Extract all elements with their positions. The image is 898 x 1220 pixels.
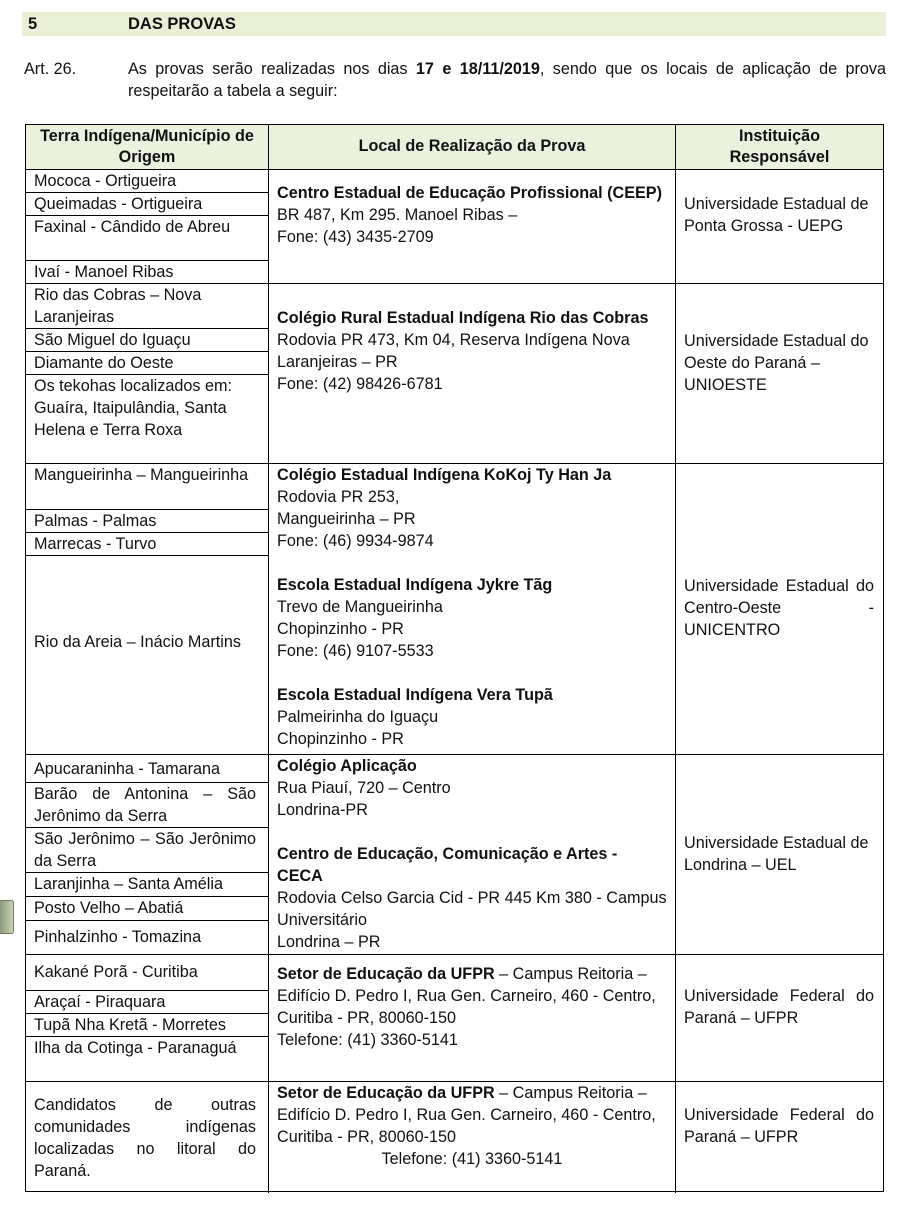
origin-cell: Mococa - Ortigueira [34, 172, 177, 190]
origin-cell: Laranjinha – Santa Amélia [34, 875, 223, 893]
header-institution: Instituição Responsável [729, 127, 830, 166]
location-line: Trevo de Mangueirinha [277, 598, 443, 616]
origin-cell: Kakané Porã - Curitiba [34, 963, 198, 981]
header-location: Local de Realização da Prova [358, 137, 586, 155]
origin-cell: Araçaí - Piraquara [34, 993, 166, 1011]
location-line: Londrina – PR [277, 933, 381, 951]
origin-cell: Mangueirinha – Mangueirinha [34, 466, 249, 484]
institution-cell: Universidade Estadual do Centro-Oeste - UNICENTRO [684, 577, 874, 639]
origin-cell: Rio da Areia – Inácio Martins [34, 633, 241, 651]
article-text [128, 58, 886, 102]
location-line: Chopinzinho - PR [277, 730, 404, 748]
location-address: – Campus Reitoria – Edifício D. Pedro I, Rua Gen. Carneiro, 460 - Centro, Curitiba - PR, 80060-150 [277, 1084, 656, 1146]
exam-locations-table [25, 124, 884, 1192]
location-address: – Campus Reitoria – Edifício D. Pedro I, Rua Gen. Carneiro, 460 - Centro, Curitiba - PR, 80060-150 [277, 965, 656, 1027]
location-cell [277, 1082, 667, 1170]
location-address: Rodovia PR 473, Km 04, Reserva Indígena Nova Laranjeiras – PR [277, 331, 630, 371]
location-line: Rua Piauí, 720 – Centro [277, 779, 451, 797]
location-line: Chopinzinho - PR [277, 620, 404, 638]
location-phone: Telefone: (41) 3360-5141 [277, 1031, 458, 1049]
location-name: Centro Estadual de Educação Profissional (CEEP) [277, 184, 662, 202]
location-line: Rodovia PR 253, [277, 488, 400, 506]
article-text-before: As provas serão realizadas nos dias [128, 60, 416, 78]
location-cell [277, 464, 667, 750]
origin-cell: Pinhalzinho - Tomazina [34, 928, 202, 946]
location-name: Setor de Educação da UFPR [277, 1084, 495, 1102]
origin-cell: São Miguel do Iguaçu [34, 331, 191, 349]
institution-cell: Universidade Federal do Paraná – UFPR [684, 1106, 874, 1146]
section-number: 5 [28, 15, 38, 33]
location-cell [277, 182, 667, 248]
institution-cell: Universidade Estadual de Ponta Grossa - UEPG [684, 195, 869, 235]
origin-cell: Ivaí - Manoel Ribas [34, 263, 174, 281]
location-phone: Fone: (42) 98426-6781 [277, 375, 443, 393]
origin-cell: Tupã Nha Kretã - Morretes [34, 1016, 226, 1034]
location-name: Escola Estadual Indígena Vera Tupã [277, 686, 553, 704]
origin-cell: Marrecas - Turvo [34, 535, 157, 553]
origin-cell: Ilha da Cotinga - Paranaguá [34, 1039, 237, 1057]
origin-cell: Rio das Cobras – Nova Laranjeiras [34, 286, 202, 326]
header-origin: Terra Indígena/Município de Origem [40, 127, 254, 166]
location-cell [277, 307, 667, 395]
location-phone: Fone: (46) 9934-9874 [277, 532, 434, 550]
location-line: Rodovia Celso Garcia Cid - PR 445 Km 380 - Campus Universitário [277, 889, 667, 929]
location-name: Setor de Educação da UFPR [277, 965, 495, 983]
origin-cell: Posto Velho – Abatiá [34, 899, 184, 917]
section-title: DAS PROVAS [128, 15, 236, 33]
location-name: Centro de Educação, Comunicação e Artes - CECA [277, 845, 618, 885]
location-phone: Fone: (46) 9107-5533 [277, 642, 434, 660]
origin-cell: Queimadas - Ortigueira [34, 195, 203, 213]
origin-cell: Barão de Antonina – São Jerônimo da Serra [34, 785, 256, 825]
origin-cell: Palmas - Palmas [34, 512, 157, 530]
location-phone: Telefone: (41) 3360-5141 [381, 1150, 563, 1168]
section-header [22, 12, 886, 36]
location-name: Colégio Estadual Indígena KoKoj Ty Han Ja [277, 466, 612, 484]
origin-cell: Os tekohas localizados em: Guaíra, Itaipulândia, Santa Helena e Terra Roxa [34, 377, 232, 439]
location-line: Mangueirinha – PR [277, 510, 416, 528]
location-phone: Fone: (43) 3435-2709 [277, 228, 434, 246]
institution-cell: Universidade Estadual do Oeste do Paraná – UNIOESTE [684, 332, 869, 394]
article-text-after: , sendo que os locais de aplicação de prova respeitarão a tabela a seguir: [128, 60, 886, 100]
location-line: Londrina-PR [277, 801, 368, 819]
institution-cell: Universidade Federal do Paraná – UFPR [684, 987, 874, 1027]
article-label: Art. 26. [24, 60, 77, 78]
article-dates: 17 e 18/11/2019 [415, 60, 540, 78]
origin-cell: Diamante do Oeste [34, 354, 174, 372]
location-address: BR 487, Km 295. Manoel Ribas – [277, 206, 518, 224]
origin-cell: Apucaraninha - Tamarana [34, 760, 220, 778]
institution-cell: Universidade Estadual de Londrina – UEL [684, 834, 869, 874]
location-name: Escola Estadual Indígena Jykre Tãg [277, 576, 553, 594]
location-line: Palmeirinha do Iguaçu [277, 708, 439, 726]
origin-cell: São Jerônimo – São Jerônimo da Serra [34, 830, 256, 870]
origin-cell: Faxinal - Cândido de Abreu [34, 218, 231, 236]
location-cell [277, 755, 667, 953]
origin-cell: Candidatos de outras comunidades indígenas localizadas no litoral do Paraná. [34, 1096, 256, 1180]
side-bookmark-tab[interactable] [0, 900, 14, 934]
location-name: Colégio Rural Estadual Indígena Rio das Cobras [277, 309, 649, 327]
location-cell [277, 963, 667, 1051]
location-name: Colégio Aplicação [277, 757, 417, 775]
